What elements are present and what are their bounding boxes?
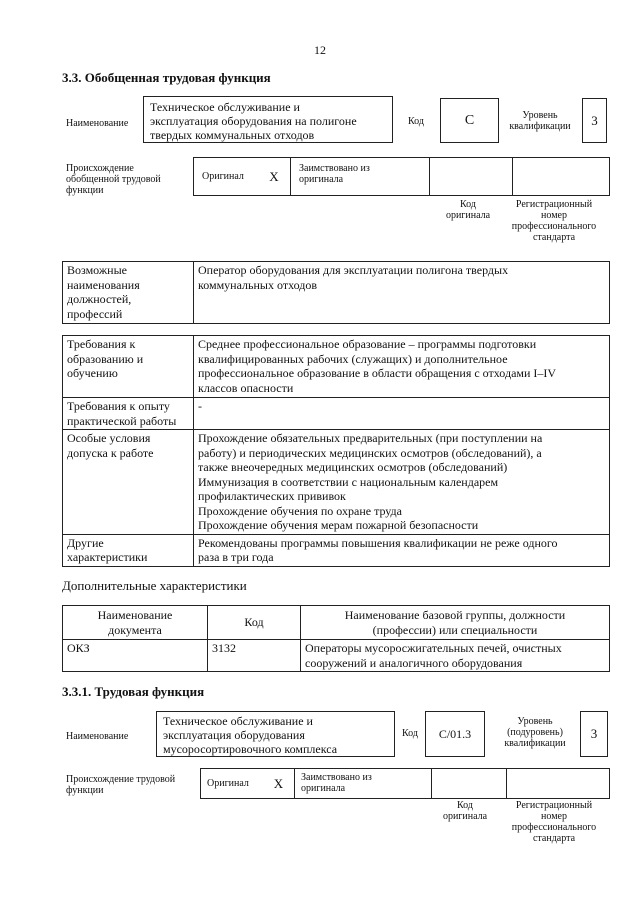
tf-name-line: эксплуатация оборудования: [163, 728, 305, 742]
level-label-line: квалификации: [509, 121, 571, 132]
additional-table: [62, 605, 610, 672]
tf-origin-table: [200, 768, 610, 799]
original-label: Оригинал: [202, 171, 244, 182]
tf-origin-label: [66, 774, 175, 796]
positions-value-line: коммунальных отходов: [198, 277, 318, 292]
positions-table: [62, 261, 610, 324]
admission-value-line: профилактических прививок: [198, 489, 346, 503]
tf-level-label-line: Уровень: [517, 716, 553, 727]
col-group-line: (профессии) или специальности: [372, 622, 538, 637]
gtf-name-line: твердых коммунальных отходов: [150, 128, 315, 142]
gtf-name-line: Техническое обслуживание и: [150, 100, 300, 114]
positions-label: [63, 262, 194, 324]
education-label: [63, 336, 194, 398]
tf-code-original-label: [425, 800, 505, 822]
tf-name-line: мусоросортировочного комплекса: [163, 742, 338, 756]
origin-table: [193, 157, 610, 196]
origin-label-line: обобщенной трудовой: [66, 174, 161, 185]
other-value-line: раза в три года: [198, 550, 274, 564]
borrowed-label: [291, 163, 426, 195]
group-cell-line: Операторы мусоросжигательных печей, очистных: [305, 641, 562, 655]
gtf-code-box: C: [440, 98, 499, 143]
tf-reg-number-line: профессионального: [511, 822, 597, 833]
group-cell-line: сооружений и аналогичного оборудования: [305, 655, 523, 670]
code-original-line: Код: [460, 199, 476, 210]
code-original-line: оригинала: [445, 210, 491, 221]
col-document-line: Наименование: [97, 608, 173, 622]
tf-origin-label-line: функции: [66, 785, 104, 796]
page-number: 12: [314, 43, 326, 57]
tf-reg-number-line: стандарта: [532, 833, 576, 844]
gtf-name-box: [143, 96, 393, 143]
reg-number-line: стандарта: [532, 232, 576, 243]
origin-label: [66, 163, 161, 196]
requirements-table: [62, 335, 610, 567]
admission-value-line: также внеочередных медицинских осмотров (обследований): [198, 460, 508, 474]
code-label: Код: [408, 116, 424, 127]
education-label-line: обучению: [67, 366, 118, 380]
reg-number-line: профессионального: [511, 221, 597, 232]
reg-number-line: Регистрационный: [515, 199, 593, 210]
tf-name-label: Наименование: [66, 731, 129, 742]
gtf-level-box: 3: [582, 98, 607, 143]
tf-level-label-line: квалификации: [504, 738, 566, 749]
level-label-line: Уровень: [522, 110, 558, 121]
education-label-line: Требования к: [67, 337, 136, 351]
education-value: [194, 336, 610, 398]
borrowed-label-line: Заимствовано из: [299, 163, 370, 174]
education-label-line: образованию и: [67, 351, 144, 366]
experience-label-line: Требования к опыту: [67, 399, 170, 413]
education-value-line: квалифицированных рабочих (служащих) и дополнительное: [198, 351, 508, 366]
tf-original-label: Оригинал: [207, 778, 249, 789]
experience-label-line: практической работы: [67, 413, 177, 428]
tf-code-original-line: оригинала: [442, 811, 488, 822]
other-label: [63, 534, 194, 566]
positions-label-line: должностей,: [67, 292, 132, 306]
divider: [431, 769, 432, 798]
education-value-line: Среднее профессиональное образование – программы подготовки: [198, 337, 537, 351]
col-group-header: [301, 606, 610, 640]
col-code-header: Код: [208, 606, 301, 640]
admission-value-line: Иммунизация в соответствии с национальным календарем: [198, 474, 499, 489]
tf-borrowed-label-line: оригинала: [301, 783, 346, 794]
reg-number-label: [503, 199, 605, 243]
experience-label: [63, 398, 194, 430]
col-group-line: Наименование базовой группы, должности: [344, 608, 566, 622]
col-document-header: [63, 606, 208, 640]
tf-borrowed-label: [295, 772, 429, 798]
positions-label-line: Возможные: [67, 263, 127, 277]
tf-name-box: [156, 711, 395, 757]
education-value-line: профессиональное образование в области обращения с отходами I–IV: [198, 366, 557, 380]
level-label: [500, 110, 580, 132]
divider: [506, 769, 507, 798]
other-label-line: характеристики: [67, 550, 148, 564]
tf-code-label: Код: [402, 728, 418, 739]
tf-name-line: Техническое обслуживание и: [163, 714, 313, 728]
admission-value-line: Прохождение обучения мерам пожарной безопасности: [198, 518, 479, 532]
reg-number-line: номер: [541, 210, 567, 221]
divider: [429, 158, 430, 195]
other-value-line: Рекомендованы программы повышения квалификации не реже одного: [198, 535, 558, 550]
tf-original-mark: X: [263, 769, 295, 798]
section-heading-3-3-1: 3.3.1. Трудовая функция: [62, 684, 205, 699]
tf-code-box: C/01.3: [425, 711, 485, 757]
tf-origin-label-line: Происхождение трудовой: [66, 774, 176, 785]
positions-label-line: наименования: [67, 277, 140, 292]
tf-borrowed-label-line: Заимствовано из: [301, 772, 372, 783]
additional-heading: Дополнительные характеристики: [62, 578, 247, 593]
other-value: [194, 534, 610, 566]
tf-code-original-line: Код: [457, 800, 473, 811]
tf-reg-number-line: номер: [541, 811, 567, 822]
divider: [512, 158, 513, 195]
admission-value-line: Прохождение обязательных предварительных (при поступлении на: [198, 431, 543, 445]
group-cell: [301, 640, 610, 672]
origin-label-line: Происхождение: [66, 163, 134, 174]
positions-value-line: Оператор оборудования для эксплуатации полигона твердых: [198, 263, 509, 277]
borrowed-label-line: оригинала: [299, 174, 344, 185]
admission-label: [63, 430, 194, 535]
tf-level-label: [494, 716, 576, 749]
tf-reg-number-line: Регистрационный: [515, 800, 593, 811]
positions-value: [194, 262, 610, 324]
name-label: Наименование: [66, 118, 129, 129]
tf-level-box: 3: [580, 711, 608, 757]
admission-label-line: Особые условия: [67, 431, 151, 445]
code-cell: 3132: [208, 640, 301, 672]
tf-reg-number-label: [502, 800, 606, 844]
admission-value: [194, 430, 610, 535]
admission-value-line: Прохождение обучения по охране труда: [198, 503, 402, 518]
admission-value-line: работу) и периодических медицинских осмотров (обследований), а: [198, 445, 542, 460]
doc-cell: ОКЗ: [63, 640, 208, 672]
admission-label-line: допуска к работе: [67, 445, 154, 460]
experience-value: [194, 398, 610, 430]
positions-label-line: профессий: [67, 306, 123, 321]
gtf-name-line: эксплуатация оборудования на полигоне: [150, 114, 357, 128]
origin-label-line: функции: [66, 185, 104, 196]
original-mark: X: [258, 158, 291, 195]
experience-value-line: -: [198, 399, 202, 413]
education-value-line: классов опасности: [198, 380, 294, 395]
tf-level-label-line: (подуровень): [507, 727, 563, 738]
section-heading-3-3: 3.3. Обобщенная трудовая функция: [62, 70, 271, 85]
code-original-label: [425, 199, 511, 221]
other-label-line: Другие: [67, 535, 104, 550]
col-document-line: документа: [108, 622, 162, 637]
